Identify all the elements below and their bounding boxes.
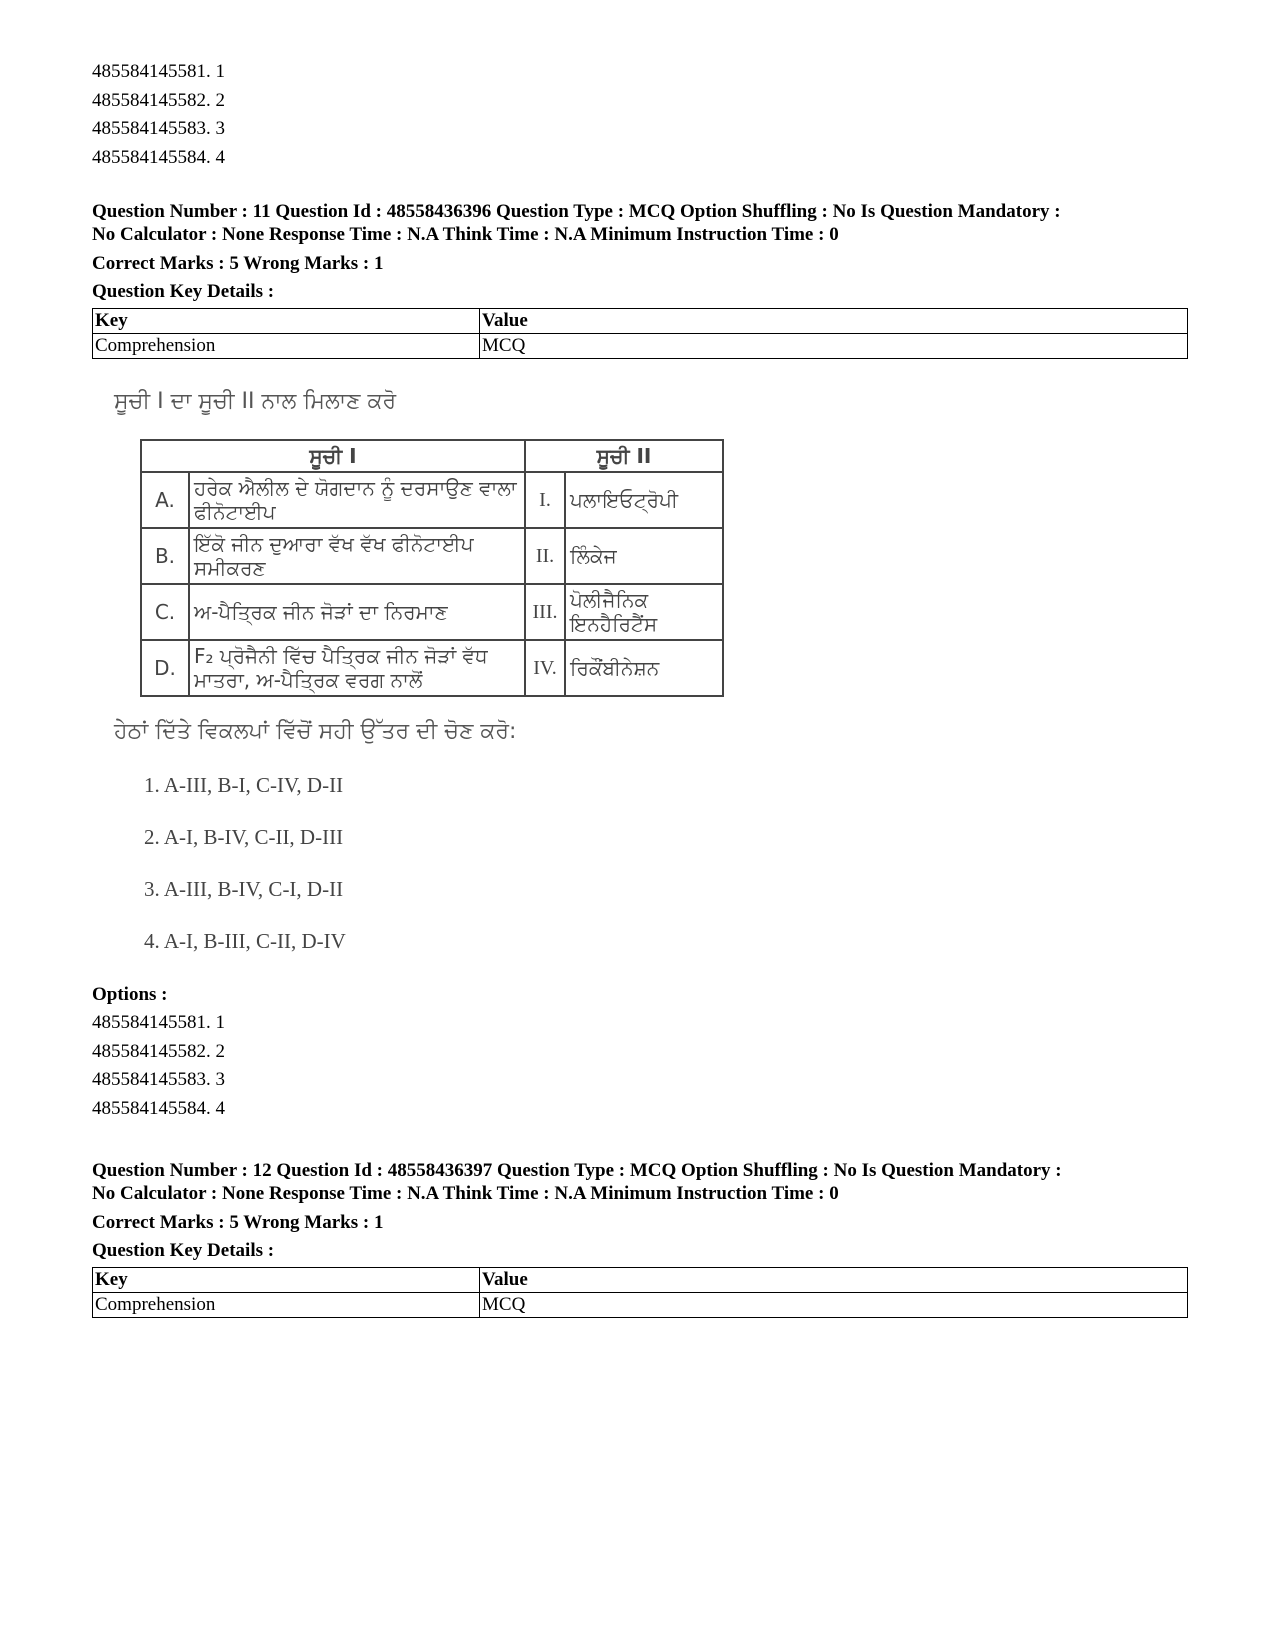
document-page [92,58,1192,1318]
marks-line: Correct Marks : 5 Wrong Marks : 1 [92,253,384,274]
question-12 [92,1159,1192,1318]
question-header-line-2: No Calculator : None Response Time : N.A Think Time : N.A Minimum Instruction Time : 0 [92,1183,839,1204]
row-letter: C. [141,584,189,640]
match-row [141,640,723,696]
answer-choice: 1. A-III, B-I, C-IV, D-II [144,773,344,797]
question-image [114,381,754,971]
key-header-cell: Key [93,309,480,334]
row-item: ਲਿੰਕੇਜ [565,528,723,584]
row-letter: B. [141,528,189,584]
key-details-table [92,308,1188,359]
row-roman: IV. [525,640,565,696]
list-1-header: ਸੂਚੀ I [141,440,525,472]
options-label: Options : [92,984,168,1005]
row-description: ਅ-ਪੈਤ੍ਰਿਕ ਜੀਨ ਜੋੜਾਂ ਦਾ ਨਿਰਮਾਣ [189,584,525,640]
key-table-header-row [93,1268,1188,1293]
option-line: 485584145581. 1 [92,61,225,82]
row-item: ਪਲਾਇਓਟ੍ਰੋਪੀ [565,472,723,528]
row-description: ਹਰੇਕ ਐਲੀਲ ਦੇ ਯੋਗਦਾਨ ਨੂੰ ਦਰਸਾਉਣ ਵਾਲਾ ਫੀਨੋਟਾਈਪ [189,472,525,528]
options-list [92,1009,1192,1123]
key-details-title: Question Key Details : [92,1240,275,1261]
option-line: 485584145584. 4 [92,1097,225,1119]
option-line: 485584145583. 3 [92,118,225,139]
option-line: 485584145582. 2 [92,1040,225,1062]
match-instruction: ਸੂਚੀ I ਦਾ ਸੂਚੀ II ਨਾਲ ਮਿਲਾਣ ਕਰੋ [114,389,397,414]
row-roman: I. [525,472,565,528]
option-line: 485584145583. 3 [92,1069,225,1090]
question-header-line-2: No Calculator : None Response Time : N.A Think Time : N.A Minimum Instruction Time : 0 [92,224,839,245]
value-header-cell: Value [480,1268,1188,1293]
match-header-row [141,440,723,472]
question-header-line-1: Question Number : 11 Question Id : 48558436396 Question Type : MCQ Option Shuffling : No Is Question Mandatory : [92,201,1061,222]
option-line: 485584145582. 2 [92,89,225,111]
question-header-line-1: Question Number : 12 Question Id : 48558436397 Question Type : MCQ Option Shuffling : No Is Question Mandatory : [92,1160,1062,1181]
question-11 [92,200,1192,1123]
answer-choice: 3. A-III, B-IV, C-I, D-II [144,877,344,901]
row-item: ਰਿਕੌਂਬੀਨੇਸ਼ਨ [565,640,723,696]
row-description: ਇੱਕੋ ਜੀਨ ਦੁਆਰਾ ਵੱਖ ਵੱਖ ਫੀਨੋਟਾਈਪ ਸਮੀਕਰਣ [189,528,525,584]
row-letter: D. [141,640,189,696]
key-cell: Comprehension [93,1293,480,1318]
key-details-table [92,1267,1188,1318]
match-table [140,439,724,697]
answer-choice: 2. A-I, B-IV, C-II, D-III [144,825,344,849]
key-header-cell: Key [93,1268,480,1293]
value-header-cell: Value [480,309,1188,334]
row-description: F₂ ਪ੍ਰੋਜੈਨੀ ਵਿੱਚ ਪੈਤ੍ਰਿਕ ਜੀਨ ਜੋੜਾਂ ਵੱਧ ਮਾਤਰਾ, ਅ-ਪੈਤ੍ਰਿਕ ਵਰਗ ਨਾਲੋਂ [189,640,525,696]
key-cell: Comprehension [93,334,480,359]
key-table-row [93,334,1188,359]
row-item: ਪੋਲੀਜੈਨਿਕ ਇਨਹੈਰਿਟੈਂਸ [565,584,723,640]
answer-choice: 4. A-I, B-III, C-II, D-IV [144,929,346,953]
key-details-title: Question Key Details : [92,281,275,302]
row-roman: III. [525,584,565,640]
match-row [141,472,723,528]
key-table-row [93,1293,1188,1318]
value-cell: MCQ [480,1293,1188,1318]
choose-answer-instruction: ਹੇਠਾਂ ਦਿੱਤੇ ਵਿਕਲਪਾਂ ਵਿੱਚੋਂ ਸਹੀ ਉੱਤਰ ਦੀ ਚੋਣ ਕਰੋ: [114,719,517,744]
row-letter: A. [141,472,189,528]
option-line: 485584145584. 4 [92,146,225,168]
list-2-header: ਸੂਚੀ II [525,440,723,472]
option-line: 485584145581. 1 [92,1012,225,1033]
match-row [141,528,723,584]
key-table-header-row [93,309,1188,334]
value-cell: MCQ [480,334,1188,359]
marks-line: Correct Marks : 5 Wrong Marks : 1 [92,1212,384,1233]
row-roman: II. [525,528,565,584]
top-options-list [92,58,1192,172]
match-row [141,584,723,640]
